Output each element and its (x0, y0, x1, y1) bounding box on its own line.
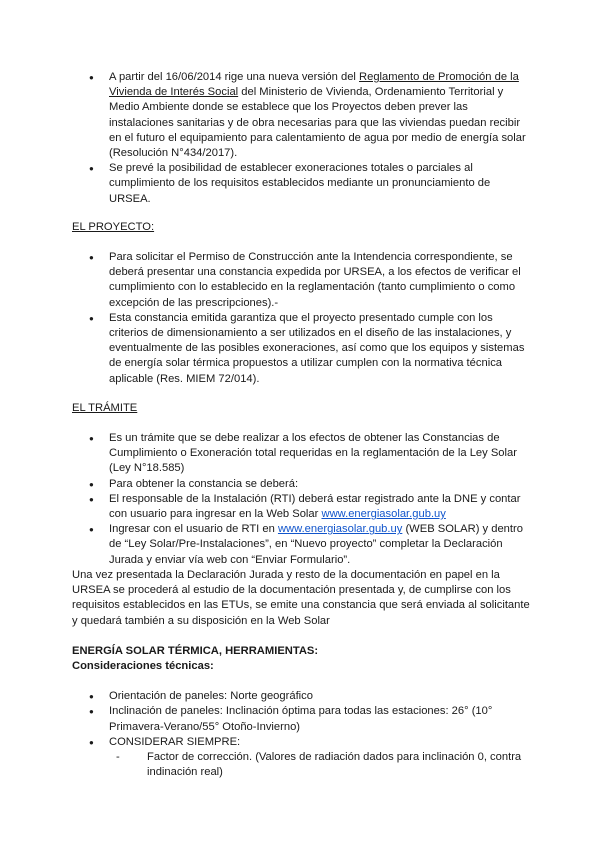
energiasolar-link[interactable]: www.energiasolar.gub.uy (321, 508, 446, 521)
list-item (72, 492, 532, 522)
list-item: ● CONSIDERAR SIEMPRE: (72, 735, 532, 750)
section-subheading: Consideraciones técnicas: (72, 659, 214, 672)
document-page (72, 70, 532, 780)
tramite-list (72, 431, 532, 568)
section-heading-proyecto: EL PROYECTO: (72, 220, 155, 233)
reglamento-link[interactable]: Reglamento de Promoción de la Vivienda de Interés Social (109, 71, 519, 99)
item-text: (WEB SOLAR) y dentro de “Ley Solar/Pre-Instalaciones”, en “Nuevo proyecto” completar la Declaración Jurada y enviar vía web con “Enviar Formulario”. (109, 523, 523, 566)
energia-list (72, 689, 532, 780)
list-item: ● Inclinación de paneles: Inclinación óptima para todas las estaciones: 26° (10° Primavera-Verano/55° Otoño-Invierno) (72, 704, 532, 734)
list-subitem: - Factor de corrección. (Valores de radiación dados para inclinación 0, contra indinación real) (72, 750, 532, 780)
item-text: Ingresar con el usuario de RTI en (109, 523, 278, 536)
proyecto-list (72, 250, 532, 387)
energiasolar-link[interactable]: www.energiasolar.gub.uy (277, 523, 403, 536)
list-item: ● Se prevé la posibilidad de establecer exoneraciones totales o parciales al cumplimiento de los requisitos establecidos mediante un pronunciamiento de URSEA. (72, 161, 532, 207)
list-item (72, 70, 532, 161)
list-item: ● Para solicitar el Permiso de Construcción ante la Intendencia correspondiente, se deberá presentar una constancia expedida por URSEA, a los efectos de verificar el cumplimiento con lo establecido en la reglamentación (tanto cumplimiento o como excepción de las prescripciones).- (72, 250, 532, 311)
section-heading-tramite: EL TRÁMITE (72, 401, 138, 414)
section-heading-energia: ENERGÍA SOLAR TÉRMICA, HERRAMIENTAS: (72, 644, 319, 657)
list-item: ● Es un trámite que se debe realizar a los efectos de obtener las Constancias de Cumplimiento o Exoneración total requeridas en la reglamentación de la Ley Solar (Ley N°18.585) (72, 431, 532, 477)
list-item: ● Orientación de paneles: Norte geográfico (72, 689, 532, 704)
item-text: El responsable de la Instalación (RTI) deberá estar registrado ante la DNE y contar con usuario para ingresar en la Web Solar (109, 492, 521, 521)
tramite-paragraph: Una vez presentada la Declaración Jurada y resto de la documentación en papel en la URSEA se procederá al estudio de la documentación presentada y, de cumplirse con los requisitos establecidos en las ETUs, se emite una constancia que será enviada al solicitante y quedará también a su disposición en la Web Solar (72, 568, 530, 627)
list-item: ● Para obtener la constancia se deberá: (72, 477, 532, 492)
list-item: ● Esta constancia emitida garantiza que el proyecto presentado cumple con los criterios de dimensionamiento a ser utilizados en el diseño de las instalaciones, y eventualmente de las posibles exoneraciones, así como que los equipos y sistemas de energía solar térmica propuestos a utilizar cumplen con la normativa técnica aplicable (Res. MIEM 72/014). (72, 311, 532, 387)
item-text: A partir del 16/06/2014 rige una nueva versión del (109, 71, 360, 83)
item-text: del Ministerio de Vivienda, Ordenamiento Territorial y Medio Ambiente donde se establece que los Proyectos deben prever las instalaciones sanitarias y de obra necesarias para que las viviendas puedan recibir en el futuro el equipamiento para calentamiento de agua por medio de energía solar (Resolución N°434/2017). (109, 86, 526, 160)
intro-list (72, 70, 532, 207)
list-item (72, 522, 532, 568)
